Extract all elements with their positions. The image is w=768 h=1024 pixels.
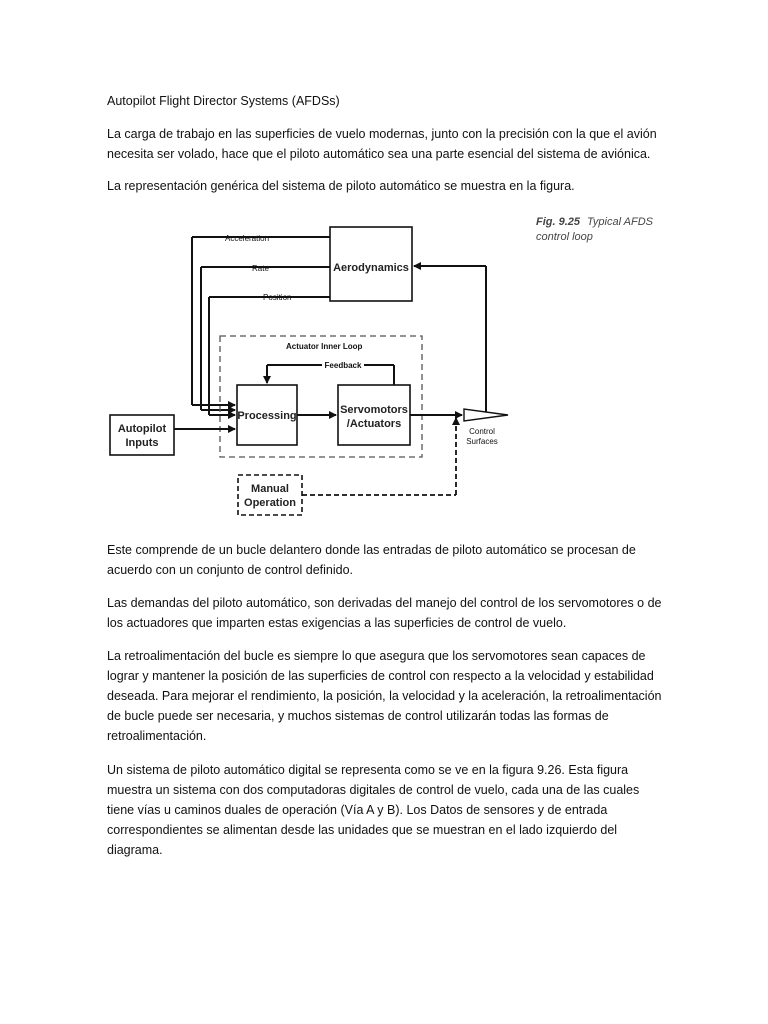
figure-caption-number: Fig. 9.25: [536, 216, 581, 228]
paragraph: La representación genérica del sistema de piloto automático se muestra en la figura.: [107, 179, 575, 193]
paragraph: Las demandas del piloto automático, son derivadas del manejo del control de los servomotores o de los actuadores que imparten estas exigencias a las superficies de control de vuelo.: [107, 596, 662, 630]
figure-caption-text2: control loop: [536, 231, 593, 243]
figure-caption-text: Typical AFDS: [587, 216, 654, 228]
manual-operation-line1: Manual: [251, 483, 289, 495]
servomotors-label-line2: /Actuators: [346, 418, 402, 430]
acceleration-label: Acceleration: [225, 234, 270, 243]
afds-control-loop-figure: [100, 205, 680, 535]
control-surfaces-label-line2: Surfaces: [466, 437, 498, 446]
autopilot-inputs-line2: Inputs: [125, 437, 159, 449]
autopilot-inputs-box: [110, 415, 174, 455]
position-label: Position: [263, 293, 292, 302]
paragraph: La carga de trabajo en las superficies de vuelo modernas, junto con la precisión con la que el avión necesita ser volado, hace que el piloto automático sea una parte esencial del sistema de aviónica.: [107, 127, 657, 161]
document-heading: Autopilot Flight Director Systems (AFDSs): [107, 94, 340, 108]
inner-loop-label: Actuator Inner Loop: [286, 342, 363, 351]
feedback-label: Feedback: [324, 361, 362, 370]
paragraph: Un sistema de piloto automático digital se representa como se ve en la figura 9.26. Esta figura muestra un sistema con dos computadoras digitales de control de vuelo, cada una de las cuales tiene vías u caminos duales de operación (Vía A y B). Los Datos de sensores y de entrada correspondientes se alimentan desde las unidades que se muestran en el lado izquierdo del diagrama.: [107, 763, 640, 857]
rate-label: Rate: [252, 264, 269, 273]
control-surfaces-label-line1: Control: [469, 427, 495, 436]
paragraph: La retroalimentación del bucle es siempre lo que asegura que los servomotores sean capaces de lograr y mantener la posición de las superficies de control con respecto a la velocidad y estabilidad deseada. Para mejorar el rendimiento, la posición, la velocidad y la aceleración, la retroalimentación de bucle puede ser necesaria, y muchos sistemas de control utilizarán todas las formas de retroalimentación.: [107, 649, 662, 743]
servomotors-label-line1: Servomotors: [340, 404, 408, 416]
manual-operation-line2: Operation: [244, 497, 296, 509]
autopilot-inputs-line1: Autopilot: [117, 423, 167, 435]
manual-operation-box: [238, 475, 302, 515]
paragraph: Este comprende de un bucle delantero donde las entradas de piloto automático se procesan de acuerdo con un conjunto de control definido.: [107, 543, 636, 577]
processing-label: Processing: [237, 410, 297, 422]
aerodynamics-label: Aerodynamics: [333, 262, 409, 274]
